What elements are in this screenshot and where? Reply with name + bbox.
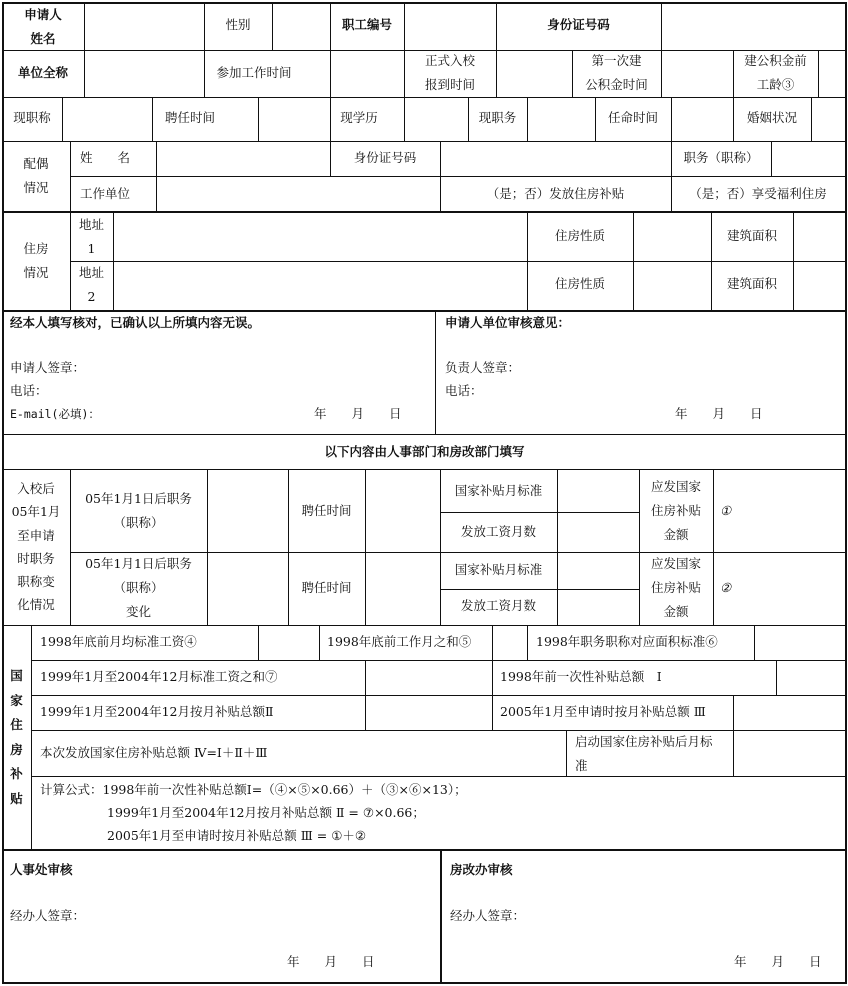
vline	[754, 625, 755, 660]
border-top	[2, 2, 847, 4]
house-nature-label-2: 住房性质	[554, 276, 605, 291]
lump-sum-total-label: 1998年前一次性补贴总额 Ⅰ	[500, 669, 662, 684]
vline	[566, 730, 567, 776]
border-right	[845, 2, 847, 984]
hline	[31, 695, 847, 696]
formula-line-3: 2005年1月至申请时按月补贴总额 Ⅲ = ①＋②	[107, 828, 367, 843]
hr-review-title: 人事处审核	[10, 862, 73, 877]
vline	[811, 97, 812, 141]
work-months-1998-label: 1998年底前工作月之和⑤	[327, 634, 472, 649]
formula-line-2: 1999年1月至2004年12月按月补贴总额 Ⅱ = ⑦×0.66；	[107, 805, 425, 820]
hline	[31, 660, 847, 661]
housing-review-title: 房改办审核	[450, 862, 513, 877]
vline	[440, 849, 442, 984]
vline	[207, 469, 208, 625]
spouse-welfare-label: （是；否）享受福利住房	[689, 186, 827, 201]
hline	[2, 141, 847, 142]
formula-line-1: 计算公式：1998年前一次性补贴总额Ⅰ=（④×⑤×0.66）＋（③×⑥×13）；	[40, 782, 467, 797]
border-bottom	[2, 982, 847, 984]
hr-review-date: 年 月 日	[287, 954, 375, 969]
leader-sign-label: 负责人签章：	[445, 360, 521, 375]
hline	[70, 176, 847, 177]
vline	[365, 469, 366, 625]
grand-total-label: 本次发放国家住房补贴总额 Ⅳ=Ⅰ＋Ⅱ＋Ⅲ	[40, 745, 268, 760]
wage-months-label-2: 发放工资月数	[460, 598, 536, 613]
vline	[272, 2, 273, 50]
hline	[2, 434, 847, 435]
mark-circled-2: ②	[720, 580, 732, 595]
vline	[661, 2, 662, 50]
hline	[70, 261, 847, 262]
address2-label: 地址 2	[78, 265, 104, 304]
vline	[818, 50, 819, 97]
unit-phone-label: 电话：	[445, 383, 483, 398]
current-title-label: 现职称	[13, 110, 51, 125]
vline	[527, 97, 528, 141]
vline	[31, 625, 32, 849]
applicant-name-label: 申请人 姓名	[24, 7, 62, 46]
hline	[2, 849, 847, 851]
housing-section-label: 住房 情况	[23, 241, 49, 280]
vline	[404, 97, 405, 141]
hline	[2, 211, 847, 213]
vline	[771, 141, 772, 176]
marital-label: 婚姻状况	[746, 110, 797, 125]
vline	[557, 469, 558, 625]
house-nature-label-1: 住房性质	[554, 228, 605, 243]
hire-time-label-1: 聘任时间	[301, 503, 352, 518]
confirm-statement: 经本人填写核对，已确认以上所填内容无误。	[10, 315, 261, 330]
monthly-standard-label-2: 国家补贴月标准	[454, 562, 543, 577]
hline	[440, 589, 639, 590]
house-area-label-2: 建筑面积	[726, 276, 777, 291]
vline	[496, 50, 497, 97]
vline	[84, 50, 85, 97]
staff-no-label: 职工编号	[341, 17, 392, 32]
housing-handler-sign-label: 经办人签章：	[450, 908, 526, 923]
id-no-label: 身份证号码	[547, 17, 610, 32]
vline	[258, 625, 259, 660]
vline	[776, 660, 777, 695]
hire-time-label-2: 聘任时间	[301, 580, 352, 595]
spouse-position-label: 职务（职称）	[683, 150, 759, 165]
first-fund-label: 第一次建 公积金时间	[585, 53, 648, 92]
spouse-subsidy-label: （是；否）发放住房补贴	[486, 186, 625, 201]
unit-full-name-label: 单位全称	[17, 65, 68, 80]
vline	[435, 310, 436, 434]
applicant-date: 年 月 日	[314, 406, 402, 421]
unit-review-title: 申请人单位审核意见：	[445, 315, 571, 330]
vline	[365, 660, 366, 730]
hline	[440, 512, 639, 513]
due-amount-label-1: 应发国家 住房补贴 金额	[650, 479, 701, 542]
vline	[258, 97, 259, 141]
wage-months-label-1: 发放工资月数	[460, 524, 536, 539]
applicant-email-label: E-mail(必填)：	[10, 407, 100, 421]
vline	[288, 469, 289, 625]
due-amount-label-2: 应发国家 住房补贴 金额	[650, 556, 701, 619]
vline	[492, 660, 493, 730]
enroll-time-label: 正式入校 报到时间	[424, 53, 475, 92]
vline	[713, 469, 714, 625]
vline	[84, 2, 85, 50]
area-standard-1998-label: 1998年职务职称对应面积标准⑥	[536, 634, 718, 649]
hline	[2, 469, 847, 470]
unit-date: 年 月 日	[675, 406, 763, 421]
hr-handler-sign-label: 经办人签章：	[10, 908, 86, 923]
monthly-total-1999-2004-label: 1999年1月至2004年12月按月补贴总额Ⅱ	[40, 704, 274, 719]
spouse-name-label: 姓 名	[80, 150, 131, 165]
wage-sum-1999-2004-label: 1999年1月至2004年12月标准工资之和⑦	[40, 669, 278, 684]
address1-label: 地址 1	[78, 217, 104, 256]
after-2005-position-label: 05年1月1日后职务 （职称）	[85, 491, 192, 530]
gender-label: 性别	[225, 17, 251, 32]
vline	[633, 211, 634, 310]
national-subsidy-section-label: 国 家 住 房 补 贴	[10, 668, 23, 806]
vline	[671, 97, 672, 141]
vline	[62, 97, 63, 141]
vline	[330, 50, 331, 97]
vline	[661, 50, 662, 97]
mark-circled-1: ①	[720, 503, 732, 518]
applicant-phone-label: 电话：	[10, 383, 48, 398]
vline	[733, 695, 734, 776]
after-2005-change-label: 05年1月1日后职务 （职称） 变化	[85, 556, 192, 619]
monthly-standard-label-1: 国家补贴月标准	[454, 483, 543, 498]
hire-time-label: 聘任时间	[164, 110, 215, 125]
vline	[70, 141, 71, 211]
position-label: 现职务	[478, 110, 517, 125]
vline	[492, 625, 493, 660]
avg-wage-1998-label: 1998年底前月均标准工资④	[40, 634, 197, 649]
work-start-label: 参加工作时间	[216, 65, 292, 80]
monthly-standard-after-label: 启动国家住房补贴后月标 准	[575, 734, 713, 773]
hline	[2, 625, 847, 626]
housing-review-date: 年 月 日	[734, 954, 822, 969]
spouse-work-unit-label: 工作单位	[80, 186, 131, 201]
spouse-section-label: 配偶 情况	[23, 156, 49, 195]
vline	[404, 2, 405, 50]
seniority-label: 建公积金前 工龄③	[744, 53, 807, 92]
appoint-time-label: 任命时间	[607, 110, 658, 125]
monthly-total-2005-label: 2005年1月至申请时按月补贴总额 Ⅲ	[500, 704, 706, 719]
changes-section-label: 入校后 05年1月 至申请 时职务 职称变 化情况	[11, 481, 61, 613]
vline	[156, 141, 157, 211]
vline	[113, 211, 114, 310]
vline	[793, 211, 794, 310]
vline	[319, 625, 320, 660]
applicant-sign-label: 申请人签章：	[10, 360, 86, 375]
hline	[2, 97, 847, 98]
vline	[527, 625, 528, 660]
education-label: 现学历	[340, 110, 378, 125]
hr-section-header: 以下内容由人事部门和房改部门填写	[324, 444, 525, 459]
spouse-id-label: 身份证号码	[353, 150, 417, 165]
house-area-label-1: 建筑面积	[726, 228, 777, 243]
